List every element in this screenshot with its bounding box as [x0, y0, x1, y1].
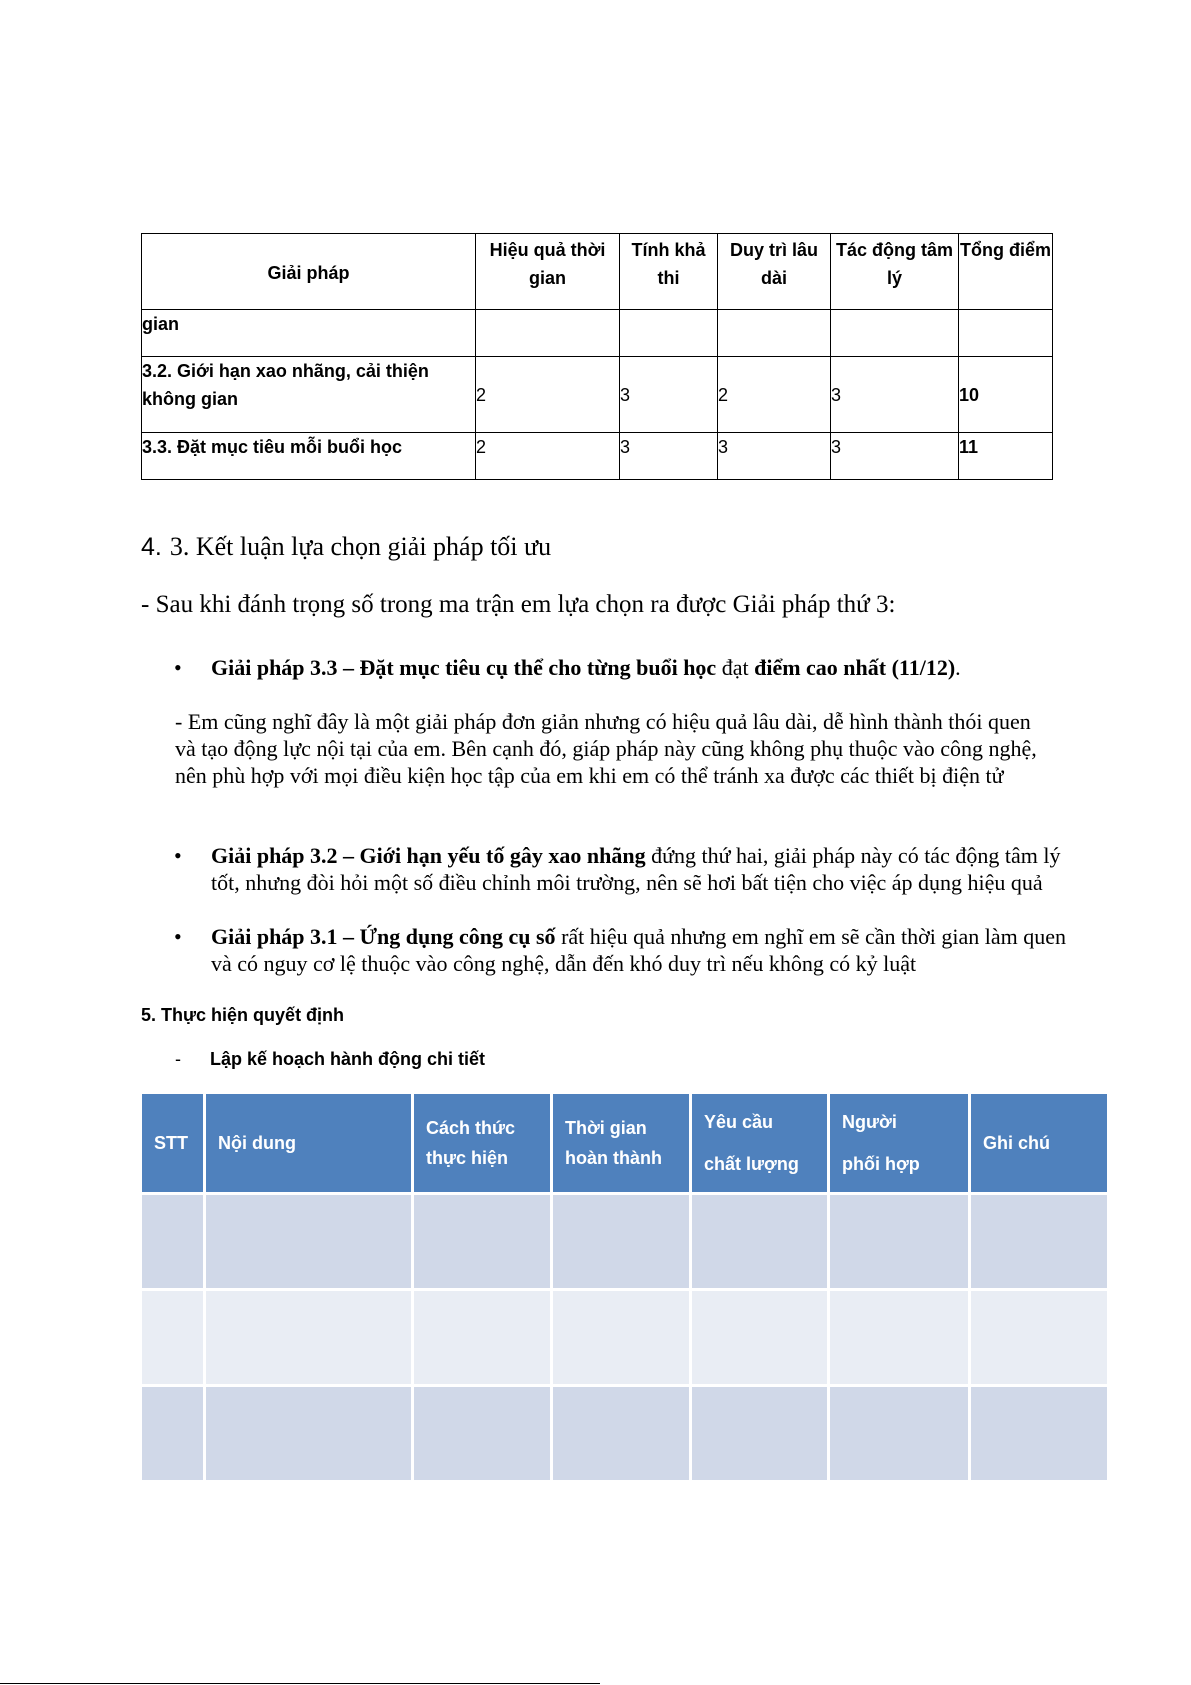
conclusion-heading-text: 3. Kết luận lựa chọn giải pháp tối ưu: [169, 532, 552, 561]
plan-header-collaborator-line1: Người: [842, 1112, 897, 1132]
matrix-cell: 3: [718, 433, 831, 480]
conclusion-note: - Em cũng nghĩ đây là một giải pháp đơn giản nhưng có hiệu quả lâu dài, dễ hình thành thói quen và tạo động lực nội tại của em. Bên cạnh đó, giáp pháp này cũng không phụ thuộc vào công nghệ, nên phù hợp với mọi điều kiện học tập của em khi em có thể tránh xa được các thiết bị điện tử: [175, 709, 1037, 788]
matrix-row-name: gian: [142, 310, 476, 357]
plan-cell[interactable]: [142, 1195, 203, 1288]
plan-cell[interactable]: [692, 1387, 827, 1480]
matrix-row-name: 3.2. Giới hạn xao nhãng, cải thiện không gian: [142, 357, 476, 433]
matrix-row-name: 3.3. Đặt mục tiêu mỗi buổi học: [142, 433, 476, 480]
plan-header-quality-line2: chất lượng: [704, 1154, 799, 1174]
plan-cell[interactable]: [142, 1291, 203, 1384]
section5-subtitle: Lập kế hoạch hành động chi tiết: [210, 1049, 486, 1069]
matrix-cell: 3: [620, 357, 718, 433]
conclusion-intro: - Sau khi đánh trọng số trong ma trận em lựa chọn ra được Giải pháp thứ 3:: [141, 591, 896, 618]
plan-row: [142, 1291, 1107, 1384]
plan-header-quality: [692, 1094, 827, 1192]
bullet-text: .: [955, 655, 961, 680]
plan-header-method-line2: thực hiện: [426, 1148, 509, 1168]
plan-cell[interactable]: [971, 1291, 1107, 1384]
plan-cell[interactable]: [414, 1291, 550, 1384]
plan-cell[interactable]: [971, 1387, 1107, 1480]
conclusion-heading-number: 4.: [141, 533, 162, 561]
bullet-symbol: •: [174, 843, 182, 868]
plan-cell[interactable]: [414, 1387, 550, 1480]
matrix-total-cell: 11: [959, 433, 1053, 480]
matrix-header-row: [142, 234, 1053, 310]
plan-cell[interactable]: [553, 1387, 689, 1480]
action-plan-table: [139, 1091, 1110, 1483]
matrix-header-total: Tổng điểm: [959, 234, 1053, 310]
conclusion-heading: [141, 532, 551, 562]
matrix-header-time-efficiency: Hiệu quả thời gian: [476, 234, 620, 310]
bullet-bold: điểm cao nhất (11/12): [754, 655, 956, 680]
plan-header-collaborator: [830, 1094, 968, 1192]
matrix-total-cell: 10: [959, 357, 1053, 433]
matrix-total-cell: [959, 310, 1053, 357]
plan-header-method: [414, 1094, 550, 1192]
plan-cell[interactable]: [692, 1195, 827, 1288]
plan-header-content: Nội dung: [206, 1094, 411, 1192]
matrix-cell: [476, 310, 620, 357]
matrix-cell: [831, 310, 959, 357]
bullet-symbol: •: [174, 924, 182, 949]
footnote-separator: [0, 1683, 600, 1684]
plan-cell[interactable]: [830, 1195, 968, 1288]
plan-cell[interactable]: [830, 1387, 968, 1480]
plan-cell[interactable]: [414, 1195, 550, 1288]
matrix-cell: 3: [831, 357, 959, 433]
section5-title: 5. Thực hiện quyết định: [141, 1005, 345, 1025]
plan-cell[interactable]: [206, 1387, 411, 1480]
matrix-cell: 2: [476, 357, 620, 433]
plan-cell[interactable]: [553, 1195, 689, 1288]
matrix-row: [142, 310, 1053, 357]
bullet-text: rất hiệu quả nhưng em nghĩ em sẽ cần thời gian làm quen và có nguy cơ lệ thuộc vào công nghệ, dẫn đến khó duy trì nếu không có kỷ luật: [211, 924, 1067, 976]
matrix-header-solution: Giải pháp: [142, 234, 476, 310]
plan-cell[interactable]: [553, 1291, 689, 1384]
matrix-cell: [620, 310, 718, 357]
plan-header-row: [142, 1094, 1107, 1192]
plan-header-notes: Ghi chú: [971, 1094, 1107, 1192]
plan-header-method-line1: Cách thức: [426, 1118, 516, 1138]
matrix-header-durability: Duy trì lâu dài: [718, 234, 831, 310]
plan-cell[interactable]: [971, 1195, 1107, 1288]
score-matrix-table: [141, 233, 1053, 480]
bullet-bold: Giải pháp 3.2 – Giới hạn yếu tố gây xao nhãng: [211, 843, 646, 868]
bullet-bold: Giải pháp 3.1 – Ứng dụng công cụ số: [211, 924, 556, 949]
matrix-cell: 2: [476, 433, 620, 480]
bullet-text: đạt: [716, 655, 755, 680]
plan-cell[interactable]: [206, 1195, 411, 1288]
matrix-cell: [718, 310, 831, 357]
matrix-cell: 2: [718, 357, 831, 433]
plan-header-deadline-line1: Thời gian: [565, 1118, 647, 1138]
plan-row: [142, 1387, 1107, 1480]
plan-cell[interactable]: [830, 1291, 968, 1384]
bullet-item: [174, 923, 1091, 977]
plan-cell[interactable]: [692, 1291, 827, 1384]
plan-cell[interactable]: [206, 1291, 411, 1384]
matrix-header-feasibility: Tính khả thi: [620, 234, 718, 310]
bullet-item: [174, 654, 1071, 681]
bullet-item: [174, 842, 1066, 896]
matrix-header-psych-impact: Tác động tâm lý: [831, 234, 959, 310]
matrix-row: [142, 433, 1053, 480]
plan-header-quality-line1: Yêu cầu: [704, 1112, 774, 1132]
bullet-text: đứng thứ hai, giải pháp này có tác động tâm lý tốt, nhưng đòi hỏi một số điều chỉnh môi trường, nên sẽ hơi bất tiện cho việc áp dụng hiệu quả: [211, 843, 1061, 895]
matrix-cell: 3: [620, 433, 718, 480]
section5-dash: -: [175, 1049, 181, 1069]
plan-row: [142, 1195, 1107, 1288]
plan-header-stt: STT: [142, 1094, 203, 1192]
bullet-symbol: •: [174, 655, 182, 680]
plan-header-deadline: [553, 1094, 689, 1192]
bullet-bold: Giải pháp 3.3 – Đặt mục tiêu cụ thể cho từng buổi học: [211, 655, 717, 680]
plan-cell[interactable]: [142, 1387, 203, 1480]
plan-header-collaborator-line2: phối hợp: [842, 1154, 920, 1174]
matrix-row: [142, 357, 1053, 433]
plan-header-deadline-line2: hoàn thành: [565, 1148, 662, 1168]
matrix-cell: 3: [831, 433, 959, 480]
